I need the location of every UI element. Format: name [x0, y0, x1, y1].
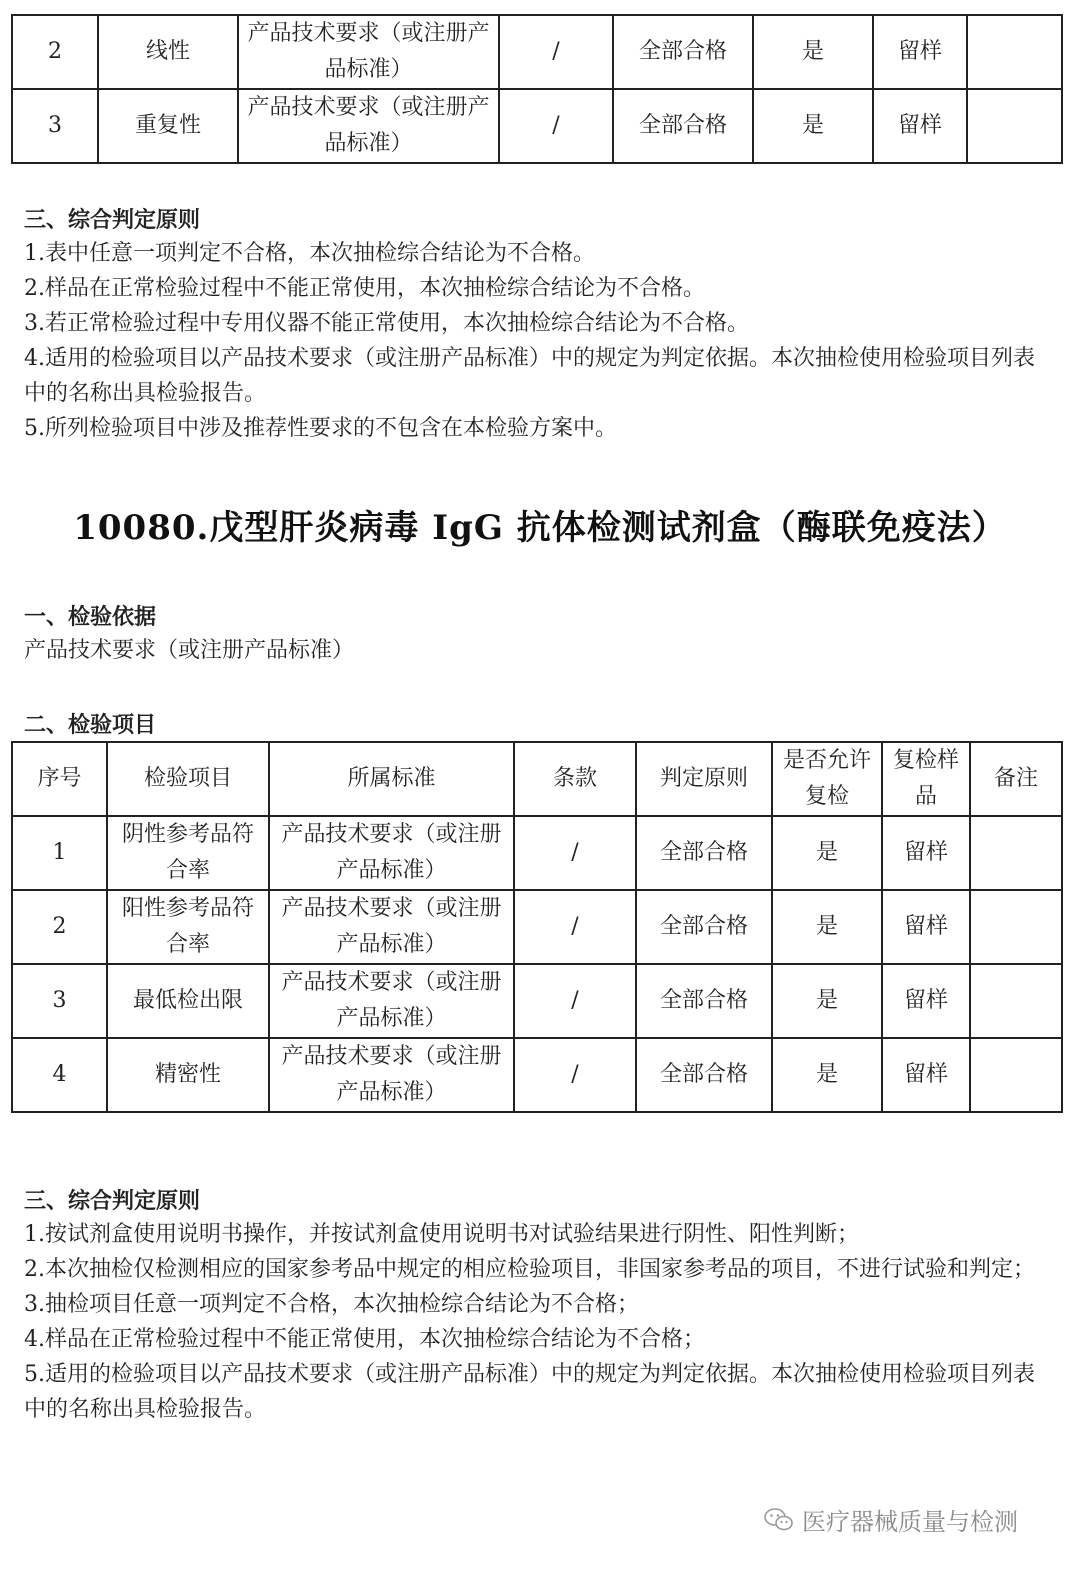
header-note: 备注 — [970, 742, 1062, 816]
table-row — [12, 1038, 1062, 1112]
cell-sample: 留样 — [882, 964, 970, 1038]
cell-item: 阴性参考品符合率 — [107, 816, 269, 890]
rule-line: 2.本次抽检仅检测相应的国家参考品中规定的相应检验项目，非国家参考品的项目，不进行试验和判定； — [24, 1257, 1035, 1282]
cell-sample: 留样 — [882, 890, 970, 964]
cell-item: 阳性参考品符合率 — [107, 890, 269, 964]
cell-principle: 全部合格 — [636, 816, 772, 890]
cell-sample: 留样 — [882, 1038, 970, 1112]
cell-note — [967, 89, 1062, 163]
cell-no: 1 — [12, 816, 107, 890]
cell-item: 线性 — [98, 15, 238, 89]
table-row — [12, 964, 1062, 1038]
cell-principle: 全部合格 — [636, 890, 772, 964]
top-items-table — [11, 14, 1063, 164]
section-heading-basis: 一、检验依据 — [24, 605, 157, 630]
cell-recheck: 是 — [772, 816, 882, 890]
cell-note — [970, 1038, 1062, 1112]
section-heading-judgement-a: 三、综合判定原则 — [24, 208, 201, 233]
header-sample: 复检样品 — [882, 742, 970, 816]
header-principle: 判定原则 — [636, 742, 772, 816]
header-standard: 所属标准 — [269, 742, 514, 816]
cell-recheck: 是 — [772, 890, 882, 964]
judgement-rules-a — [24, 236, 1054, 446]
cell-standard: 产品技术要求（或注册产品标准） — [238, 15, 499, 89]
cell-principle: 全部合格 — [636, 964, 772, 1038]
cell-standard: 产品技术要求（或注册产品标准） — [269, 890, 514, 964]
header-no: 序号 — [12, 742, 107, 816]
rule-line: 5.所列检验项目中涉及推荐性要求的不包含在本检验方案中。 — [24, 416, 617, 441]
table-row — [12, 15, 1062, 89]
rule-line: 4.适用的检验项目以产品技术要求（或注册产品标准）中的规定为判定依据。本次抽检使用检验项目列表中的名称出具检验报告。 — [24, 346, 1035, 406]
cell-recheck: 是 — [772, 964, 882, 1038]
cell-no: 4 — [12, 1038, 107, 1112]
judgement-rules-b — [24, 1217, 1054, 1427]
inspection-items-table — [11, 741, 1063, 1113]
cell-clause: / — [514, 816, 636, 890]
rule-line: 2.样品在正常检验过程中不能正常使用，本次抽检综合结论为不合格。 — [24, 276, 705, 301]
cell-note — [970, 816, 1062, 890]
table-row — [12, 89, 1062, 163]
cell-principle: 全部合格 — [636, 1038, 772, 1112]
header-recheck: 是否允许复检 — [772, 742, 882, 816]
table-row — [12, 816, 1062, 890]
rule-line: 3.若正常检验过程中专用仪器不能正常使用，本次抽检综合结论为不合格。 — [24, 311, 749, 336]
document-title: 10080.戊型肝炎病毒 IgG 抗体检测试剂盒（酶联免疫法） — [73, 508, 1007, 548]
cell-item: 重复性 — [98, 89, 238, 163]
rule-line: 4.样品在正常检验过程中不能正常使用，本次抽检综合结论为不合格； — [24, 1327, 705, 1352]
cell-no: 3 — [12, 89, 98, 163]
cell-sample: 留样 — [873, 89, 967, 163]
cell-sample: 留样 — [873, 15, 967, 89]
cell-sample: 留样 — [882, 816, 970, 890]
cell-clause: / — [514, 964, 636, 1038]
cell-note — [967, 15, 1062, 89]
table-row — [12, 890, 1062, 964]
cell-item: 最低检出限 — [107, 964, 269, 1038]
rule-line: 1.表中任意一项判定不合格，本次抽检综合结论为不合格。 — [24, 241, 595, 266]
cell-recheck: 是 — [772, 1038, 882, 1112]
cell-item: 精密性 — [107, 1038, 269, 1112]
cell-no: 2 — [12, 15, 98, 89]
cell-no: 3 — [12, 964, 107, 1038]
section-heading-items: 二、检验项目 — [24, 713, 157, 738]
cell-note — [970, 964, 1062, 1038]
header-clause: 条款 — [514, 742, 636, 816]
basis-text: 产品技术要求（或注册产品标准） — [24, 638, 355, 663]
wechat-icon — [764, 1507, 794, 1533]
cell-standard: 产品技术要求（或注册产品标准） — [269, 1038, 514, 1112]
header-item: 检验项目 — [107, 742, 269, 816]
cell-clause: / — [499, 15, 613, 89]
section-heading-judgement-b: 三、综合判定原则 — [24, 1189, 201, 1214]
cell-clause: / — [514, 890, 636, 964]
cell-clause: / — [499, 89, 613, 163]
watermark-text: 医疗器械质量与检测 — [802, 1508, 1018, 1536]
rule-line: 3.抽检项目任意一项判定不合格，本次抽检综合结论为不合格； — [24, 1292, 639, 1317]
cell-standard: 产品技术要求（或注册产品标准） — [238, 89, 499, 163]
watermark — [764, 1502, 1018, 1537]
cell-recheck: 是 — [753, 15, 873, 89]
cell-principle: 全部合格 — [613, 89, 753, 163]
cell-note — [970, 890, 1062, 964]
table-header-row — [12, 742, 1062, 816]
cell-standard: 产品技术要求（或注册产品标准） — [269, 964, 514, 1038]
cell-principle: 全部合格 — [613, 15, 753, 89]
rule-line: 5.适用的检验项目以产品技术要求（或注册产品标准）中的规定为判定依据。本次抽检使用检验项目列表中的名称出具检验报告。 — [24, 1362, 1035, 1422]
cell-no: 2 — [12, 890, 107, 964]
cell-standard: 产品技术要求（或注册产品标准） — [269, 816, 514, 890]
rule-line: 1.按试剂盒使用说明书操作，并按试剂盒使用说明书对试验结果进行阴性、阳性判断； — [24, 1222, 859, 1247]
cell-recheck: 是 — [753, 89, 873, 163]
cell-clause: / — [514, 1038, 636, 1112]
